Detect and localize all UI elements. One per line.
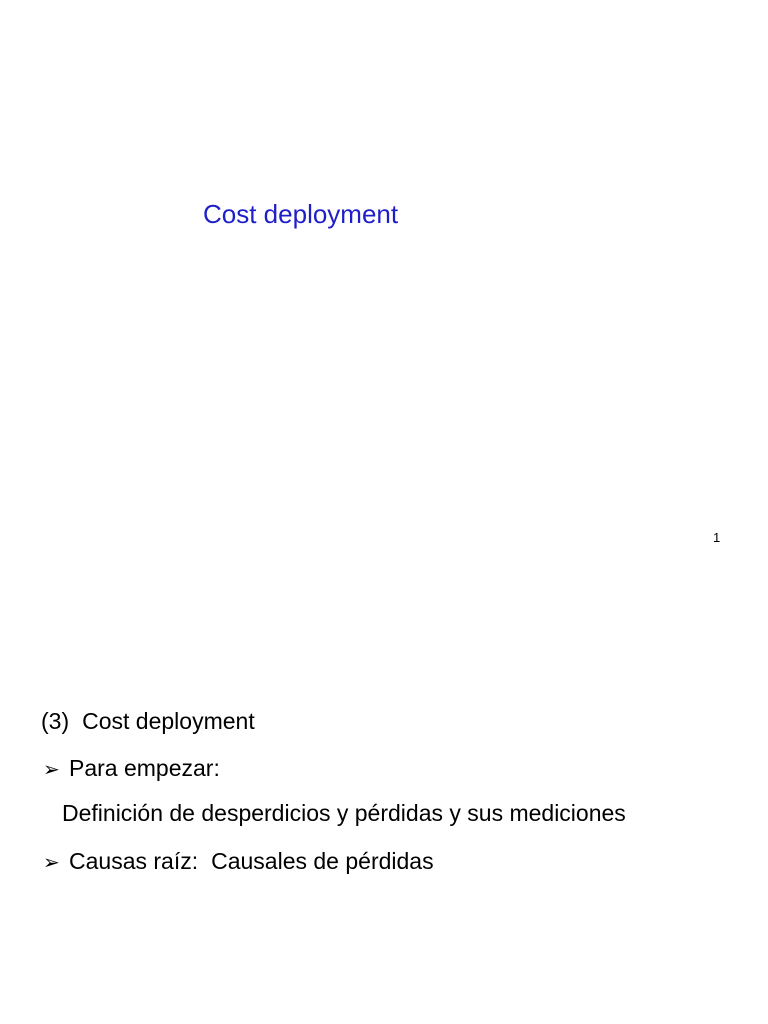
sub-item <box>62 798 626 828</box>
bullet-item-label: Causas raíz: <box>69 848 199 874</box>
section-title: Cost deployment <box>82 708 255 734</box>
notes-heading <box>41 706 255 736</box>
bullet-item-text: Causales de pérdidas <box>211 848 434 874</box>
page-number: 1 <box>713 530 721 545</box>
sub-item-text: Definición de desperdicios y pérdidas y sus mediciones <box>62 800 626 826</box>
section-number: (3) <box>41 708 70 734</box>
bullet-item <box>43 753 220 784</box>
slide-title: Cost deployment <box>203 199 399 229</box>
arrowhead-bullet-icon: ➢ <box>43 850 60 874</box>
bullet-item <box>43 846 434 877</box>
arrowhead-bullet-icon: ➢ <box>43 757 60 781</box>
bullet-item-text: Para empezar: <box>69 755 220 781</box>
